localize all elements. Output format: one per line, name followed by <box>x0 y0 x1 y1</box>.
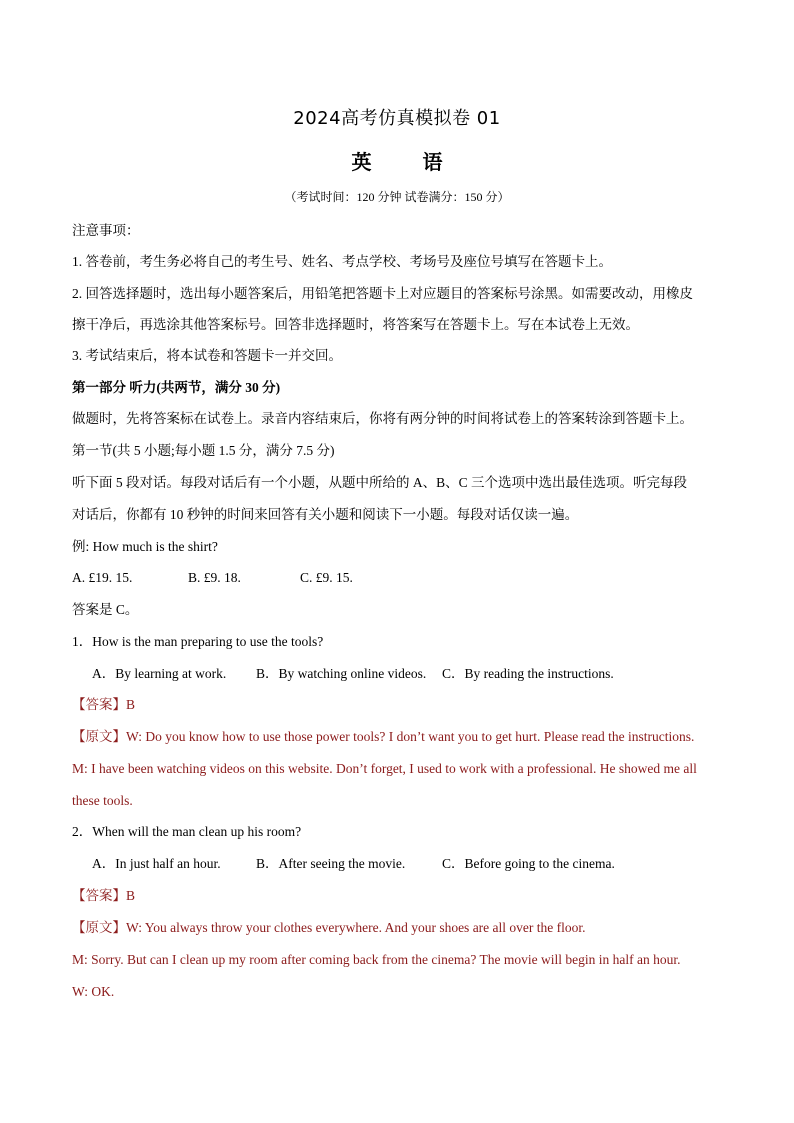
example-options <box>72 569 732 587</box>
notice-item-3: 3. 考试结束后，将本试卷和答题卡一并交回。 <box>72 348 342 363</box>
question-2-stem: 2．When will the man clean up his room? <box>72 824 302 839</box>
question-2-option-c: C．Before going to the cinema. <box>442 856 615 871</box>
question-1-option-a: A．By learning at work. <box>92 666 227 681</box>
answer-value: B <box>126 697 136 712</box>
exam-time-info: （考试时间：120 分钟 试卷满分：150 分） <box>284 190 510 204</box>
section1-desc: 听下面 5 段对话。每段对话后有一个小题，从题中所给的 A、B、C 三个选项中选出最佳选项。听完每段 <box>72 475 688 490</box>
section1-desc-cont: 对话后，你都有 10 秒钟的时间来回答有关小题和阅读下一小题。每段对话仅读一遍。 <box>72 507 579 522</box>
notice-item-2-cont: 擦干净后，再选涂其他答案标号。回答非选择题时，将答案写在答题卡上。写在本试卷上无效。 <box>72 317 639 332</box>
answer-label: 【答案】 <box>72 697 126 712</box>
question-1-script <box>72 728 732 746</box>
question-2-answer <box>72 887 732 905</box>
answer-value: B <box>126 888 136 903</box>
question-2-script-end: W: OK. <box>72 984 115 999</box>
script-line: W: Do you know how to use those power tools? I don’t want you to get hurt. Please read the instructions. <box>126 729 695 744</box>
notice-item-1: 1. 答卷前，考生务必将自己的考生号、姓名、考点学校、考场号及座位号填写在答题卡上。 <box>72 254 612 269</box>
question-2-option-a: A．In just half an hour. <box>92 856 221 871</box>
question-1-option-c: C．By reading the instructions. <box>442 666 614 681</box>
question-2-options <box>92 855 752 873</box>
example-question: 例: How much is the shirt? <box>72 539 218 554</box>
question-2-script-cont: M: Sorry. But can I clean up my room after coming back from the cinema? The movie will begin in half an hour. <box>72 952 681 967</box>
notice-heading: 注意事项： <box>72 223 140 238</box>
question-1-script-cont: M: I have been watching videos on this website. Don’t forget, I used to work with a professional. He showed me all <box>72 761 697 776</box>
question-1-option-b: B．By watching online videos. <box>256 666 427 681</box>
question-1-options <box>92 665 752 683</box>
example-answer: 答案是 C。 <box>72 602 139 617</box>
script-line: W: You always throw your clothes everywhere. And your shoes are all over the floor. <box>126 920 586 935</box>
answer-label: 【答案】 <box>72 888 126 903</box>
script-label: 【原文】 <box>72 920 126 935</box>
script-label: 【原文】 <box>72 729 126 744</box>
part1-instruction: 做题时，先将答案标在试卷上。录音内容结束后，你将有两分钟的时间将试卷上的答案转涂到答题卡上。 <box>72 411 693 426</box>
notice-item-2: 2. 回答选择题时，选出每小题答案后，用铅笔把答题卡上对应题目的答案标号涂黑。如需要改动，用橡皮 <box>72 286 693 301</box>
example-option-c: C. £9. 15. <box>300 570 353 585</box>
example-option-b: B. £9. 18. <box>188 570 241 585</box>
question-2-script <box>72 919 732 937</box>
question-1-stem: 1．How is the man preparing to use the tools? <box>72 634 324 649</box>
question-1-answer <box>72 696 732 714</box>
section1-heading: 第一节(共 5 小题;每小题 1.5 分，满分 7.5 分) <box>72 443 335 458</box>
question-1-script-end: these tools. <box>72 793 133 808</box>
subject-title: 英 语 <box>351 150 465 174</box>
question-2-option-b: B．After seeing the movie. <box>256 856 406 871</box>
part1-heading: 第一部分 听力(共两节，满分 30 分) <box>72 380 281 395</box>
example-option-a: A. £19. 15. <box>72 570 133 585</box>
exam-title: 2024高考仿真模拟卷 01 <box>293 108 501 129</box>
